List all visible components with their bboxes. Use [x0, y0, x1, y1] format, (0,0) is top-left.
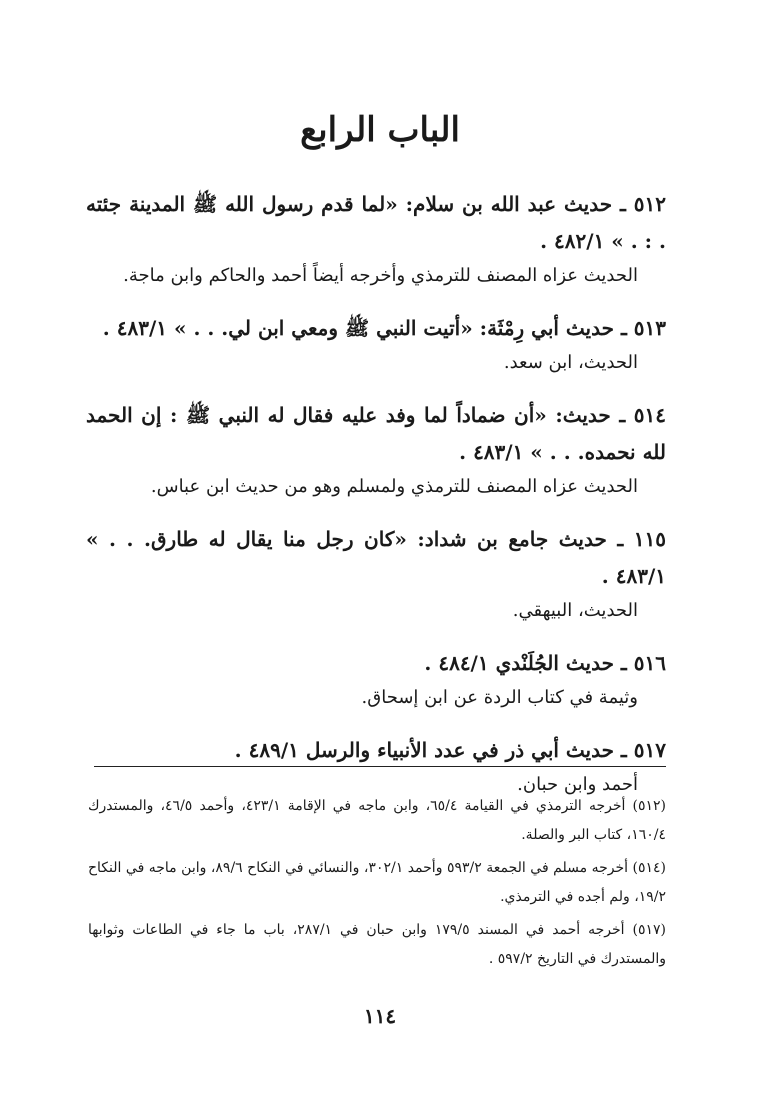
hadith-entry: [86, 521, 666, 627]
hadith-entry: [86, 645, 666, 714]
hadith-heading: ٥١٦ ـ حديث الجُلَنْدي ٤٨٤/١ .: [424, 651, 666, 675]
footnote: (٥١٢) أخرجه الترمذي في القيامة ٦٥/٤، وابن ماجه في الإقامة ٤٢٣/١، وأحمد ٤٦/٥، والمستدرك ١٦٠/٤، كتاب البر والصلة.: [88, 798, 666, 843]
hadith-note: أحمد وابن حبان.: [517, 774, 638, 795]
hadith-entry: [86, 397, 666, 503]
hadith-heading: ٥١٤ ـ حديث: «أن ضماداً لما وفد عليه فقال له النبي ﷺ : إن الحمد لله نحمده. . . » ٤٨٣/١ .: [86, 403, 666, 464]
hadith-entry: [86, 310, 666, 379]
chapter-title: الباب الرابع: [300, 110, 460, 150]
hadith-heading: ١١٥ ـ حديث جامع بن شداد: «كان رجل منا يقال له طارق. . . » ٤٨٣/١ .: [86, 527, 666, 588]
hadith-note: الحديث، ابن سعد.: [503, 352, 638, 373]
hadith-note: الحديث عزاه المصنف للترمذي ولمسلم وهو من حديث ابن عباس.: [150, 476, 638, 497]
page-number: ١١٤: [363, 1004, 397, 1028]
hadith-note: الحديث عزاه المصنف للترمذي وأخرجه أيضاً أحمد والحاكم وابن ماجة.: [123, 265, 638, 286]
hadith-entry: [86, 186, 666, 292]
hadith-note: الحديث، البيهقي.: [512, 600, 638, 621]
hadith-heading: ٥١٢ ـ حديث عبد الله بن سلام: «لما قدم رسول الله ﷺ المدينة جئته . : . » ٤٨٢/١ .: [86, 192, 667, 253]
hadith-note: وثيمة في كتاب الردة عن ابن إسحاق.: [361, 687, 638, 708]
footnote-divider: [94, 766, 666, 767]
footnote: (٥١٧) أخرجه أحمد في المسند ١٧٩/٥ وابن حبان في ٢٨٧/١، باب ما جاء في الطاعات وثوابها والمستدرك في التاريخ ٥٩٧/٢ .: [88, 922, 666, 967]
hadith-heading: ٥١٧ ـ حديث أبي ذر في عدد الأنبياء والرسل ٤٨٩/١ .: [234, 738, 666, 762]
hadith-heading: ٥١٣ ـ حديث أبي رِمْثَة: «أتيت النبي ﷺ ومعي ابن لي. . . » ٤٨٣/١ .: [102, 316, 666, 340]
footnotes: [88, 792, 666, 978]
footnote: (٥١٤) أخرجه مسلم في الجمعة ٥٩٣/٢ وأحمد ٣٠٢/١، والنسائي في النكاح ٨٩/٦، وابن ماجه في النكاح ١٩/٢، ولم أجده في الترمذي.: [88, 860, 666, 905]
hadith-entries: [86, 186, 666, 819]
